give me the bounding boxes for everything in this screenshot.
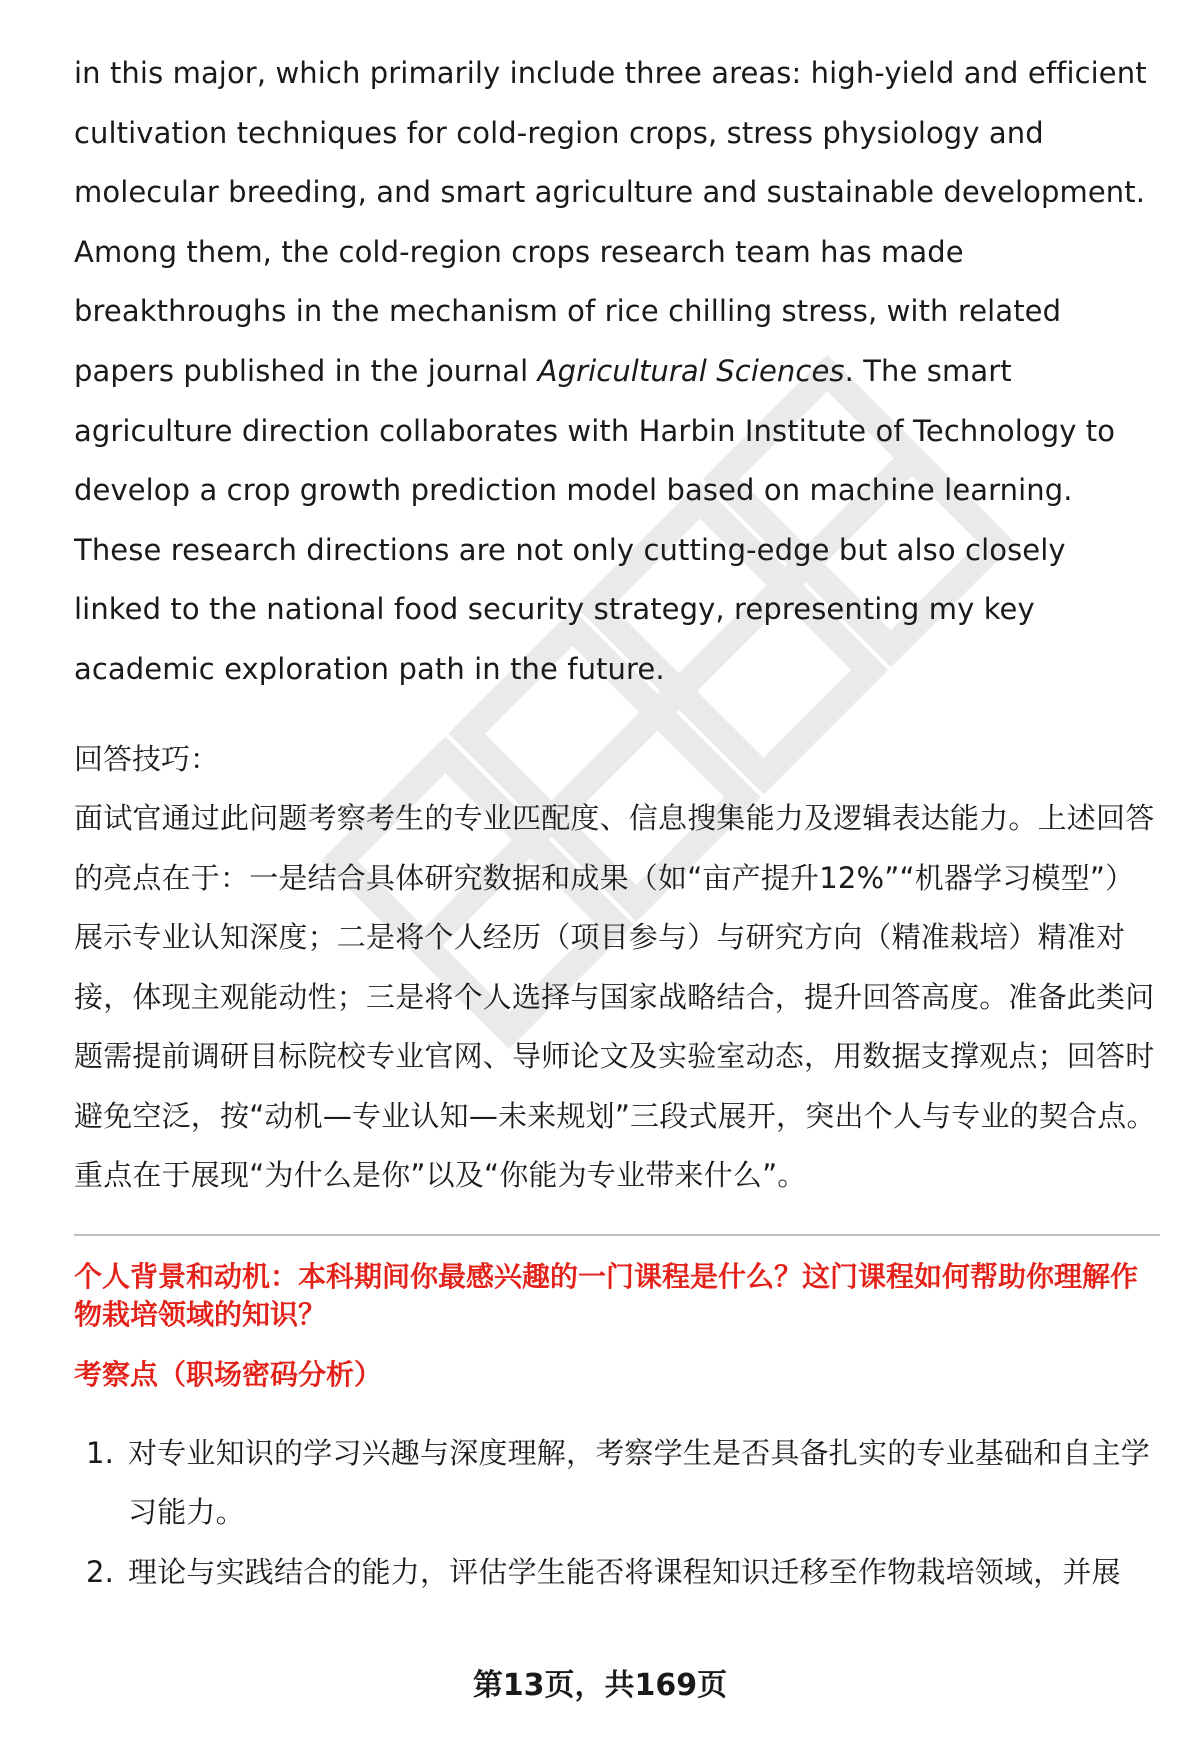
list-item-text: 理论与实践结合的能力，评估学生能否将课程知识迁移至作物栽培领域，并展 [128,1554,1121,1589]
tips-paragraph: 面试官通过此问题考察考生的专业匹配度、信息搜集能力及逻辑表达能力。上述回答的亮点在于：一是结合具体研究数据和成果（如“亩产提升12%”“机器学习模型”）展示专业认知深度；二是将个人经历（项目参与）与研究方向（精准栽培）精准对接，体现主观能动性；三是将个人选择与国家战略结合，提升回答高度。准备此类问题需提前调研目标院校专业官网、导师论文及实验室动态，用数据支撑观点；回答时避免空泛，按“动机—专业认知—未来规划”三段式展开，突出个人与专业的契合点。重点在于展现“为什么是你”以及“你能为专业带来什么”。 [74,801,1156,1193]
list-item [74,1543,1160,1603]
page-footer: 第13页，共169页 [472,1668,728,1703]
question-heading: 个人背景和动机：本科期间你最感兴趣的一门课程是什么？这门课程如何帮助你理解作物栽培领域的知识？ [74,1259,1139,1331]
body-paragraph [74,44,1160,700]
tips-heading: 回答技巧： [74,741,220,776]
body-text-part1: in this major, which primarily include three areas: high-yield and efficient cultivation techniques for cold-region crops, stress physiology and molecular breeding, and smart agriculture and sustainable development. Among them, the cold-region crops research team has made breakthroughs in the mechanism of rice chilling stress, with related papers published in the journal [74,56,1147,388]
analysis-heading: 考察点（职场密码分析） [74,1357,383,1391]
journal-name: Agricultural Sciences [537,353,845,388]
body-text-part2: . The smart agriculture direction collaborates with Harbin Institute of Technology to develop a crop growth prediction model based on machine learning. These research directions are not only cutting-edge but also closely linked to the national food security strategy, representing my key academic exploration path in the future. [74,353,1116,686]
list-item-number: 1. [86,1435,115,1470]
list-item [74,1424,1160,1543]
list-item-text: 对专业知识的学习兴趣与深度理解，考察学生是否具备扎实的专业基础和自主学习能力。 [128,1435,1151,1530]
analysis-list [74,1424,1160,1603]
list-item-number: 2. [86,1554,115,1589]
section-divider [74,1234,1160,1236]
document-page [74,44,1160,1602]
